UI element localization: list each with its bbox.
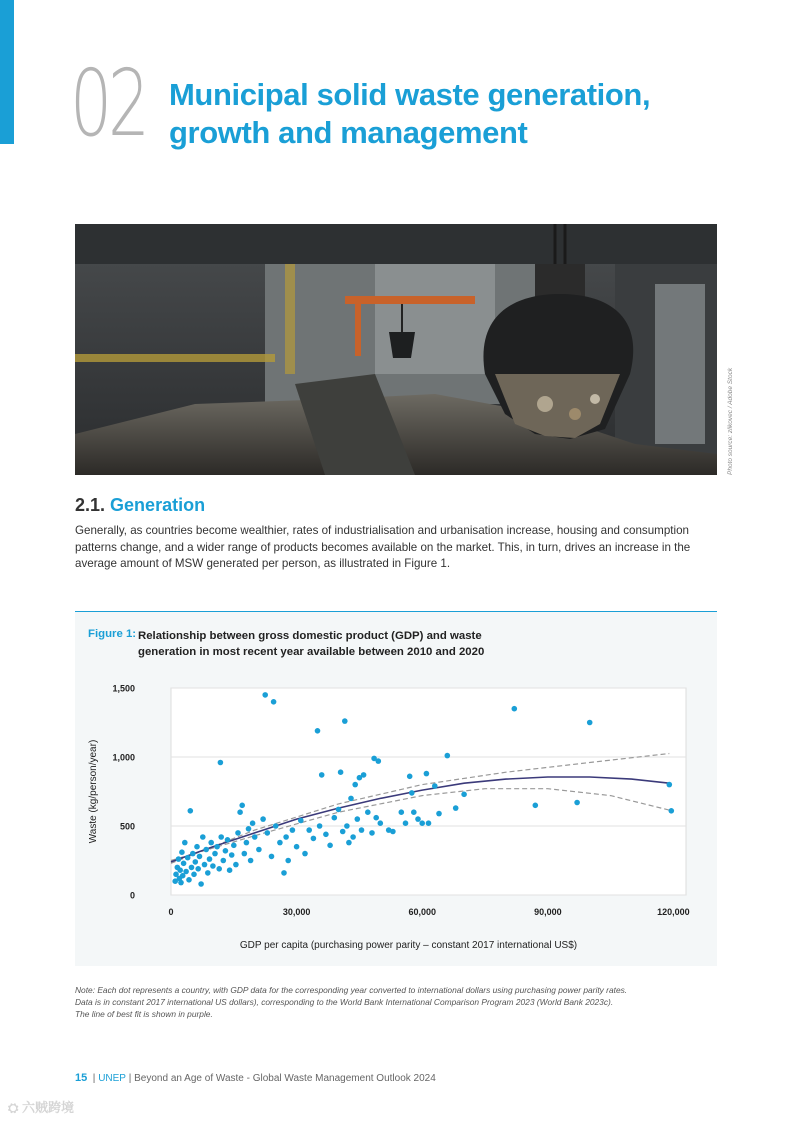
data-point (415, 816, 421, 822)
data-point (453, 805, 459, 811)
data-point (262, 692, 268, 698)
sidebar-accent-bar (0, 0, 14, 144)
data-point (178, 880, 184, 886)
data-point (191, 872, 197, 878)
data-point (378, 820, 384, 826)
data-point (186, 877, 192, 883)
data-point (197, 854, 203, 860)
data-point (177, 867, 183, 873)
data-point (269, 854, 275, 860)
data-point (218, 760, 224, 766)
data-point (179, 849, 185, 855)
data-point (189, 865, 195, 871)
figure-title: Relationship between gross domestic product (GDP) and waste generation in most recent year available between 2010 and 2020 (138, 630, 485, 658)
data-point (271, 699, 277, 705)
x-tick-label: 30,000 (282, 907, 311, 917)
data-point (208, 840, 214, 846)
data-point (399, 809, 405, 815)
data-point (214, 844, 220, 850)
data-point (176, 856, 182, 862)
data-point (390, 829, 396, 835)
data-point (344, 823, 350, 829)
data-point (407, 774, 413, 780)
data-point (248, 858, 254, 864)
data-point (185, 855, 191, 861)
section-body: Generally, as countries become wealthier, rates of industrialisation and urbanisation increase, housing and consumption patterns change, and a wider range of products becomes available on the market. This, in turn, drives an increase in the average amount of MSW generated per person, as illustrated in Figure 1. (75, 524, 691, 570)
data-point (221, 858, 227, 864)
data-point (311, 836, 317, 842)
data-point (361, 772, 367, 778)
watermark-logo (8, 1097, 74, 1116)
data-point (533, 803, 539, 809)
data-point (323, 832, 329, 838)
data-point (212, 851, 218, 857)
data-point (290, 827, 296, 833)
y-tick-label: 1,000 (112, 752, 135, 763)
x-tick-label: 60,000 (408, 907, 436, 917)
y-axis-label: Waste (kg/person/year) (88, 739, 99, 844)
x-tick-label: 0 (168, 907, 174, 917)
waste-bunker-illustration (75, 224, 717, 475)
watermark-icon: ⛭ (8, 1100, 19, 1115)
data-point (229, 852, 235, 858)
data-point (587, 720, 593, 726)
data-point (667, 782, 673, 788)
data-point (194, 844, 200, 850)
data-point (246, 826, 252, 832)
photo-credit: Photo source: zlikovec / Adobe Stock (727, 367, 734, 475)
footer-separator: | (125, 1073, 135, 1084)
y-tick-label: 0 (129, 890, 135, 901)
data-point (432, 783, 438, 789)
data-point (237, 809, 243, 815)
data-point (348, 796, 354, 802)
data-point (285, 858, 291, 864)
data-point (235, 830, 241, 836)
data-point (346, 840, 352, 846)
data-point (210, 863, 216, 869)
data-point (193, 859, 199, 865)
data-point (273, 823, 279, 829)
data-point (365, 809, 371, 815)
data-point (227, 867, 233, 873)
data-point (244, 840, 250, 846)
figure-note (75, 984, 715, 1020)
data-point (218, 834, 224, 840)
data-point (403, 820, 409, 826)
y-tick-labels (112, 684, 135, 901)
footer-publication: Beyond an Age of Waste - Global Waste Management Outlook 2024 (134, 1073, 436, 1084)
data-point (225, 837, 231, 843)
data-point (277, 840, 283, 846)
data-point (233, 862, 239, 868)
data-point (426, 820, 432, 826)
data-point (231, 843, 237, 849)
chapter-title: Municipal solid waste generation, growth and management (169, 77, 651, 150)
data-point (409, 790, 415, 796)
note-line-2: Data is in constant 2017 international US dollars), corresponding to the World Bank International Comparison Program 2023 (World Bank 2023c). (75, 997, 614, 1007)
data-point (190, 851, 196, 857)
data-point (298, 818, 304, 824)
data-point (200, 834, 206, 840)
data-point (239, 803, 245, 809)
data-point (242, 851, 248, 857)
data-point (302, 851, 308, 857)
data-point (336, 807, 342, 813)
footer-org: UNEP (98, 1073, 126, 1084)
x-tick-label: 90,000 (534, 907, 562, 917)
section-title: Generation (110, 495, 206, 515)
data-point (203, 847, 209, 853)
data-point (294, 844, 300, 850)
data-point (512, 706, 518, 712)
data-point (411, 809, 417, 815)
data-point (182, 840, 188, 846)
section-number: 2.1. (75, 495, 106, 515)
header-photo (75, 224, 717, 475)
data-point (369, 830, 375, 836)
data-point (319, 772, 325, 778)
data-point (202, 862, 208, 868)
x-tick-labels (168, 907, 689, 917)
plot-area (171, 688, 686, 895)
data-point (260, 816, 266, 822)
data-point (183, 869, 189, 875)
data-point (265, 830, 271, 836)
scatter-chart (75, 612, 717, 966)
data-point (181, 861, 187, 867)
y-tick-label: 500 (119, 821, 135, 832)
y-tick-label: 1,500 (112, 683, 135, 694)
data-point (198, 881, 204, 887)
data-point (669, 808, 675, 814)
chapter-number: 02 (70, 50, 146, 157)
page-number: 15 (75, 1072, 88, 1084)
data-point (436, 811, 442, 817)
data-point (359, 827, 365, 833)
data-point (332, 815, 338, 821)
data-point (250, 820, 256, 826)
data-point (350, 834, 356, 840)
watermark-text: 六贼跨境 (22, 1100, 75, 1115)
data-point (306, 827, 312, 833)
data-point (252, 834, 258, 840)
note-line-1: Note: Each dot represents a country, with GDP data for the corresponding year converted to international dollars using purchasing power parity rates. (75, 985, 628, 995)
section-heading (75, 495, 205, 516)
data-point (373, 815, 379, 821)
data-point (317, 823, 323, 829)
footer (75, 1072, 436, 1084)
data-point (283, 834, 289, 840)
data-point (216, 866, 222, 872)
data-point (327, 843, 333, 849)
data-point (376, 758, 382, 764)
data-point (315, 728, 321, 734)
x-axis-label: GDP per capita (purchasing power parity – constant 2017 international US$) (239, 940, 578, 951)
data-point (223, 848, 229, 854)
figure-panel (75, 611, 717, 966)
data-point (424, 771, 430, 777)
data-point (340, 829, 346, 835)
data-point (342, 718, 348, 724)
data-point (188, 808, 194, 814)
data-point (352, 782, 358, 788)
data-point (445, 753, 451, 759)
data-point (281, 870, 287, 876)
figure-label: Figure 1: (88, 628, 137, 640)
data-point (355, 816, 361, 822)
x-tick-label: 120,000 (657, 907, 690, 917)
data-point (205, 870, 211, 876)
note-line-3: The line of best fit is shown in purple. (75, 1009, 213, 1019)
data-point (461, 792, 467, 798)
footer-separator: | (90, 1073, 99, 1084)
data-point (195, 866, 201, 872)
data-point (207, 856, 213, 862)
data-point (574, 800, 580, 806)
data-point (419, 820, 425, 826)
data-point (338, 769, 344, 775)
data-point (256, 847, 262, 853)
